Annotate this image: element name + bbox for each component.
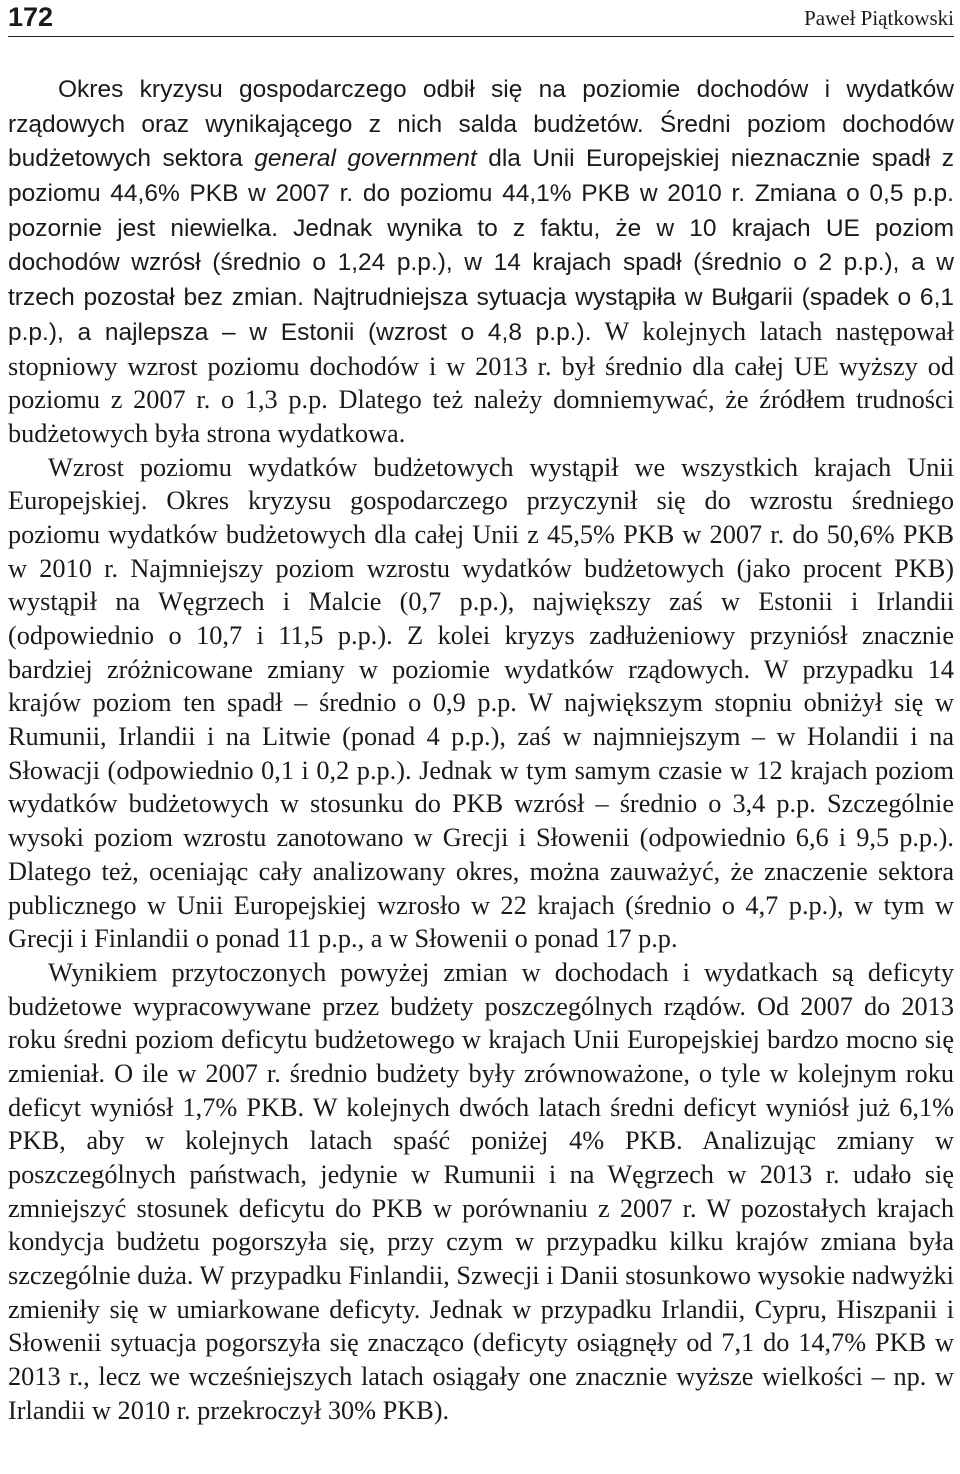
paragraph-revenue-text-a: Okres kryzysu gospodarczego odbił się na poziomie dochodów i wydatków rządowych oraz wynikającego z nich salda budżetów. Średni poziom dochodów budżetowych sektora — [8, 76, 954, 173]
page-number: 172 — [8, 2, 54, 32]
paragraph-revenue-sans-part — [8, 76, 954, 346]
body-text — [8, 72, 954, 1428]
book-page — [8, 0, 954, 1474]
paragraph-revenue — [8, 72, 954, 451]
paragraph-revenue-text-b: dla Unii Europejskiej nieznacznie spadł z poziomu 44,6% PKB w 2007 r. do poziomu 44,1% PKB w 2010 r. Zmiana o 0,5 p.p. pozornie jest niewielka. Jednak wynika to z faktu, że w 10 krajach UE poziom dochodów wzrósł (średnio o 1,24 p.p.), w 14 krajach spadł (średnio o 2 p.p.), a w trzech pozostał bez zmian. Najtrudniejsza sytuacja wystąpiła w Bułgarii (spadek o 6,1 p.p.), a najlepsza – w Estonii (wzrost o 4,8 p.p.). — [8, 145, 954, 346]
paragraph-expenditure: Wzrost poziomu wydatków budżetowych wystąpił we wszystkich krajach Unii Europejskiej. Okres kryzysu gospodarczego przyczynił się do wzrostu średniego poziomu wydatków budżetowych dla całej Unii z 45,5% PKB w 2007 r. do 50,6% PKB w 2010 r. Najmniejszy poziom wzrostu wydatków budżetowych (jako procent PKB) wystąpił na Węgrzech i Malcie (0,7 p.p.), największy zaś w Estonii i Irlandii (odpowiednio o 10,7 i 11,5 p.p.). Z kolei kryzys zadłużeniowy przyniósł znacznie bardziej zróżnicowane zmiany w poziomie wydatków rządowych. W przypadku 14 krajów poziom ten spadł – średnio o 0,9 p.p. W największym stopniu obniżył się w Rumunii, Irlandii i na Litwie (ponad 4 p.p.), zaś w najmniejszym – w Holandii i na Słowacji (odpowiednio 0,1 i 0,2 p.p.). Jednak w tym samym czasie w 12 krajach poziom wydatków budżetowych w stosunku do PKB wzrósł – średnio o 3,4 p.p. Szczególnie wysoki poziom wzrostu zanotowano w Grecji i Słowenii (odpowiednio 6,6 i 9,5 p.p.). Dlatego też, oceniając cały analizowany okres, można zauważyć, że znaczenie sektora publicznego w Unii Europejskiej wzrosło w 22 krajach (średnio o 4,7 p.p.), w tym w Grecji i Finlandii o ponad 11 p.p., a w Słowenii o ponad 17 p.p. — [8, 452, 954, 954]
running-head-author: Paweł Piątkowski — [804, 6, 954, 30]
paragraph-deficit: Wynikiem przytoczonych powyżej zmian w dochodach i wydatkach są deficyty budżetowe wypracowywane przez budżety poszczególnych rządów. Od 2007 do 2013 roku średni poziom deficytu budżetowego w krajach Unii Europejskiej bardzo mocno się zmieniał. O ile w 2007 r. średnio budżety były zrównoważone, o tyle w kolejnym roku deficyt wyniósł 1,7% PKB. W kolejnych dwóch latach średni deficyt wyniósł już 6,1% PKB, aby w kolejnych latach spaść poniżej 4% PKB. Analizując zmiany w poszczególnych państwach, jedynie w Rumunii i na Węgrzech w 2013 r. udało się zmniejszyć stosunek deficytu do PKB w porównaniu z 2007 r. W pozostałych krajach kondycja budżetu pogorszyła się, przy czym w przypadku kilku krajów zmiana była szczególnie duża. W przypadku Finlandii, Szwecji i Danii stosunkowo wysokie nadwyżki zmieniły się w umiarkowane deficyty. Jednak w przypadku Irlandii, Cypru, Hiszpanii i Słowenii sytuacja pogorszyła się znacząco (deficyty osiągnęły od 7,1 do 14,7% PKB w 2013 r., lecz we wcześniejszych latach osiągały one znacznie wyższe wielkości – np. w Irlandii w 2010 r. przekroczył 30% PKB). — [8, 957, 954, 1425]
general-government-term: general government — [254, 145, 477, 173]
running-head — [8, 0, 954, 37]
paragraph-revenue-text-c: W kolejnych latach następował stopniowy wzrost poziomu dochodów i w 2013 r. był średnio dla całej UE wyższy od poziomu z 2007 r. o 1,3 p.p. Dlatego też należy domniemywać, że źródłem trudności budżetowych była strona wydatkowa. — [8, 316, 954, 448]
